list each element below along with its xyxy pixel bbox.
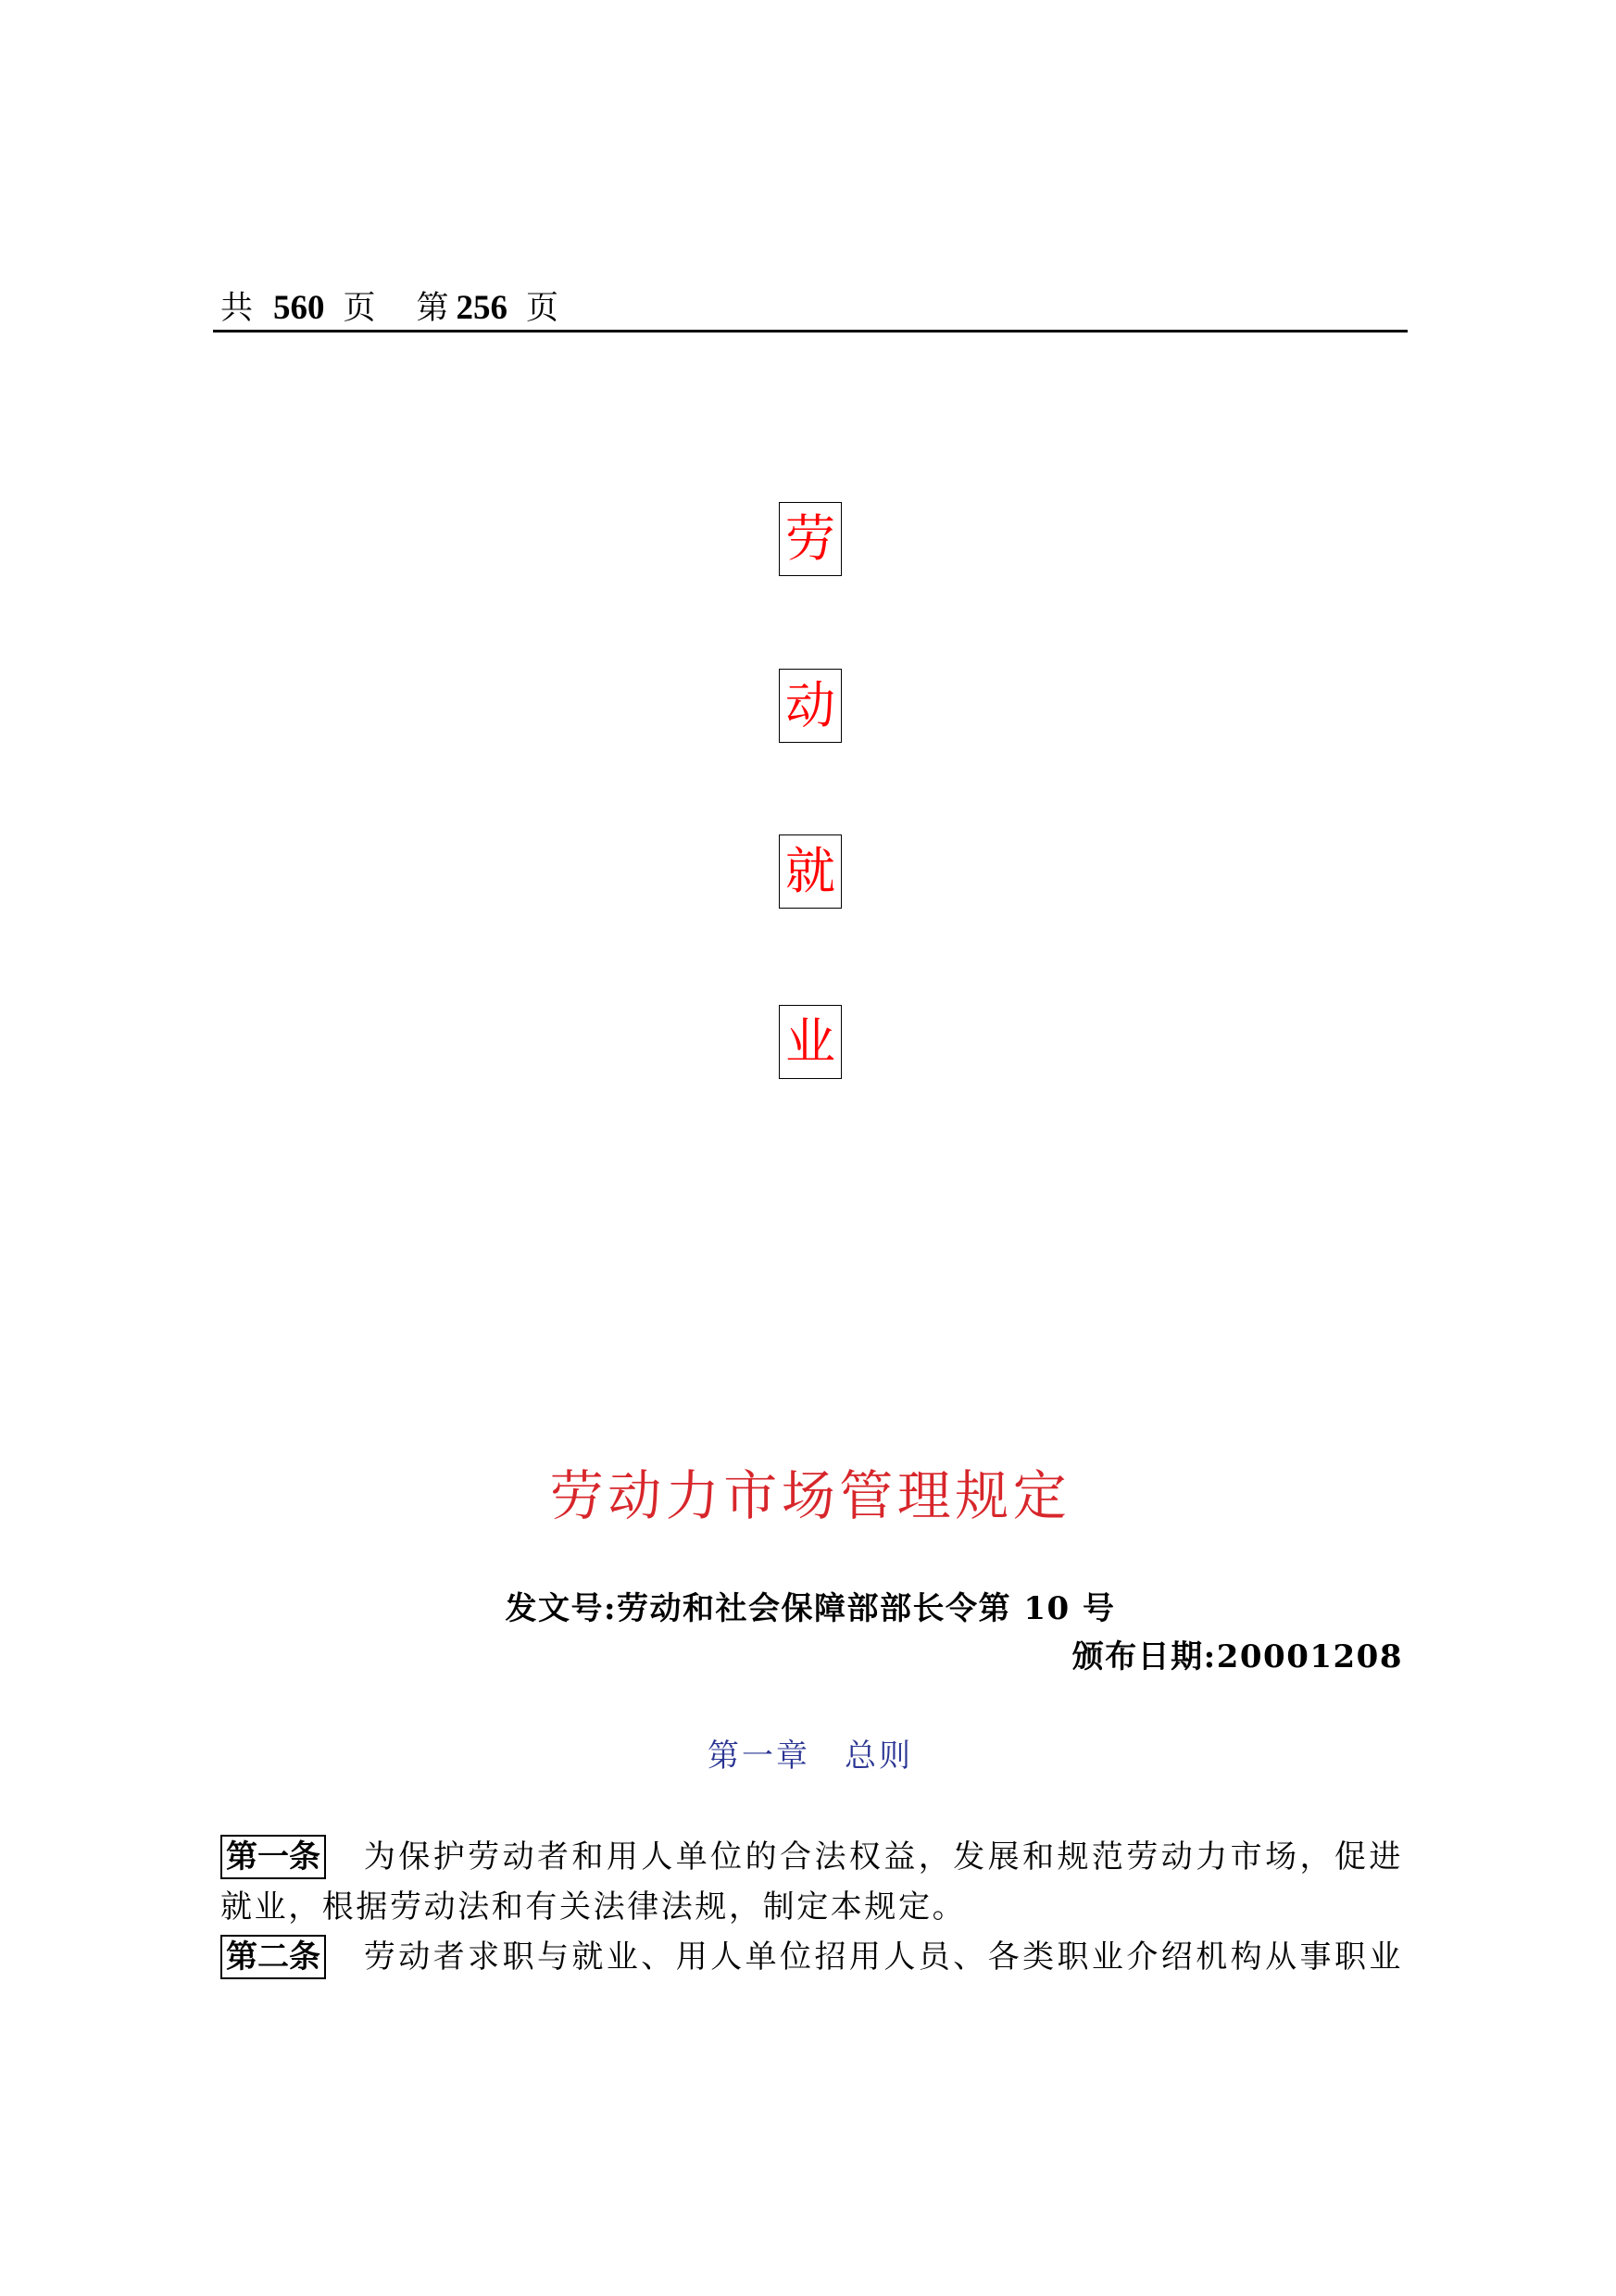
current-page-label: 第 — [416, 290, 449, 327]
category-char-1: 劳 — [779, 502, 842, 576]
category-char-4: 业 — [779, 1005, 842, 1079]
article-1-label: 第一条 — [220, 1835, 326, 1879]
chapter-title: 第一章 总则 — [708, 1738, 913, 1775]
total-pages-unit: 页 — [343, 290, 376, 327]
article-1 — [220, 1831, 1403, 1931]
current-page-unit: 页 — [526, 290, 559, 327]
category-char-3: 就 — [779, 834, 842, 909]
article-2-label: 第二条 — [220, 1935, 326, 1979]
article-list — [220, 1831, 1403, 1981]
document-number: 发文号:劳动和社会保障部部长令第 10 号 — [505, 1590, 1116, 1627]
current-page-number: 256 — [456, 289, 508, 327]
category-char-2: 动 — [779, 669, 842, 743]
total-pages-count: 560 — [273, 289, 325, 327]
article-2 — [220, 1931, 1403, 1981]
total-pages-label: 共 — [220, 290, 254, 327]
article-2-text: 劳动者求职与就业、用人单位招用人员、各类职业介绍机构从事职业 — [363, 1938, 1403, 1976]
page-header — [220, 286, 558, 331]
header-divider — [213, 330, 1408, 332]
document-title: 劳动力市场管理规定 — [549, 1464, 1071, 1527]
issue-date: 颁布日期:20001208 — [1071, 1638, 1403, 1675]
article-1-text: 为保护劳动者和用人单位的合法权益，发展和规范劳动力市场，促进就业，根据劳动法和有关法律法规，制定本规定。 — [220, 1838, 1403, 1926]
